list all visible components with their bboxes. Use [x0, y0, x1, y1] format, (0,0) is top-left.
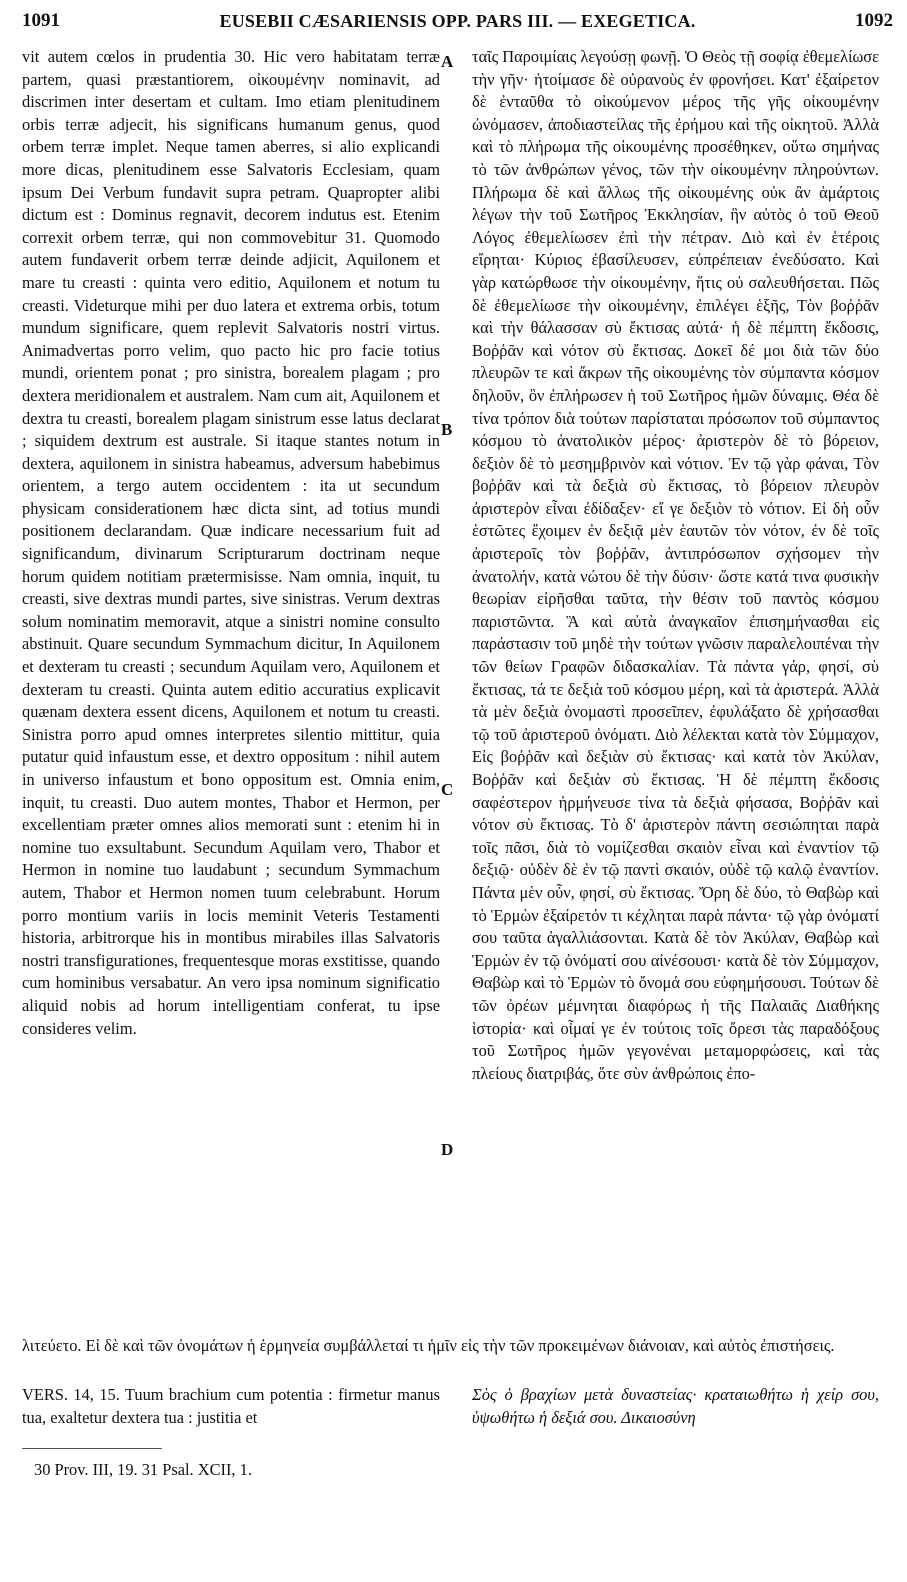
page-number-right: 1092 — [855, 10, 893, 31]
marker-d: D — [441, 1140, 454, 1159]
greek-column — [472, 46, 879, 1085]
marker-b: B — [441, 420, 453, 439]
latin-text: vit autem cœlos in prudentia 30. Hic vero habitatam terræ partem, quasi præstantiorem, οἰκουμένην nominavit, ad discrimen inter desertam et cultam. Imo etiam plenitudinem orbis terræ adjecit, his significans humanum genus, quod orbem terræ implet. Neque tamen aberres, si alio explicandi more dicas, plenitudinem esse Salvatoris Ecclesiam, quam ipsum Dei Verbum fundavit supra petram. Quapropter alibi dictum est : Dominus regnavit, decorem indutus est. Etenim correxit orbem terræ, qui non commovebitur 31. Quomodo autem fundaverit orbem terræ deinde adjicit, Aquilonem et mare tu creasti : quinta vero editio, Aquilonem et notum tu creasti. Videturque mihi per duo latera et extrema orbis, totum mundum significare, quem replevit Salvatoris nostri virtus. Animadvertas porro velim, quo pacto hic pro facie totius mundi, orientem ponat ; pro sinistra, borealem plagam ; pro dextera meridionalem et australem. Nam cum ait, Aquilonem et dextra tu creasti, borealem plagam sinistrum esse latus declarat ; siquidem dextrum est australe. Si itaque stantes notum in dextera, aquilonem in sinistra habeamus, adversum habebimus orientem, a tergo autem occidentem : ita ut secundum physicam considerationem hæc dicta sint, ad totius mundi positionem declarandam. Quæ indicare necessarium fuit ad significandum, divinarum Scripturarum doctrinam neque horum quidem notitiam prætermisisse. Nam omnia, inquit, tu creasti, sive dextras mundi partes, sive sinistras. Verum dextras solum nominatim memoravit, atque a sinistri nomine consulto abstinuit. Quare secundum Symmachum dicitur, In Aquilonem et dexteram tu creasti ; secundum Aquilam vero, Aquilonem et dexteram tu creasti. Quinta autem editio accuratius explicavit quænam dextera essent dicens, Aquilonem et notum tu creasti. Sinistra porro apud omnes interpretes silentio mittitur, quia putatur quid infaustum esse, et dextro oppositum : nihil autem in universo infaustum et bono oppositum est. Omnia enim, inquit, tu creasti. Duo autem montes, Thabor et Hermon, per excellentiam præter omnes alios memorati sunt : etenim hi in nomine tuo exsultabunt. Secundum Aquilam vero, Thabor et Hermon in nomine tuo laudabunt ; secundum Symmachum autem, Thabor et Hermon nomen tuum celebrabunt. Horum porro montium variis in locis meminit Veteris Testamenti historia, arbitrorque his in montibus mirabiles illas Salvatoris nostri transfigurationes, frequentesque moras exstitisse, quando cum hominibus versabatur. An vero ipsa nominum significatio aliquid nobis ad horum intelligentiam conferat, tu ipse consideres velim. — [22, 47, 440, 1038]
verse-greek: Σὸς ὁ βραχίων μετὰ δυναστείας· κραταιωθήτω ἡ χείρ σου, ὑψωθήτω ἡ δεξιά σου. Δικαιοσύνη — [472, 1385, 879, 1427]
latin-column — [22, 46, 440, 1040]
greek-fullwidth-text: λιτεύετο. Εἰ δὲ καὶ τῶν ὀνομάτων ἡ ἑρμηνεία συμβάλλεταί τι ἡμῖν εἰς τὴν τῶν προκειμένων διάνοιαν, καὶ αὐτὸς ἐπιστήσεις. — [22, 1336, 835, 1355]
verse-latin: VERS. 14, 15. Tuum brachium cum potentia : firmetur manus tua, exaltetur dextera tua : justitia et — [22, 1385, 440, 1427]
running-header — [22, 8, 893, 34]
marker-c: C — [441, 780, 454, 799]
running-title: EUSEBII CÆSARIENSIS OPP. PARS III. — EXEGETICA. — [219, 11, 696, 31]
footnotes: 30 Prov. III, 19. 31 Psal. XCII, 1. — [34, 1460, 252, 1479]
footnote-rule — [22, 1448, 162, 1449]
marker-a: A — [441, 52, 454, 71]
greek-text: ταῖς Παροιμίαις λεγούσῃ φωνῇ. Ὁ Θεὸς τῇ σοφίᾳ ἐθεμελίωσε τὴν γῆν· ἡτοίμασε δὲ οὐρανοὺς ἐν φρονήσει. Κατ' ἐξαίρετον δὲ ἐνταῦθα τὸ οἰκούμενον μέρος τῆς γῆς οἰκουμένην ὠνόμασεν, ἀποδιαστείλας τῆς ἐρήμου καὶ τῆς οἰκητοῦ. Ἀλλὰ καὶ τὸ πλήρωμα τῆς οἰκουμένης προσέθηκεν, οὕτω σημήνας τὸ τῶν ἀνθρώπων γένος, τῶν τὴν οἰκουμένην πληρούντων. Πλήρωμα δὲ καὶ ἄλλως τῆς οἰκουμένης οὐκ ἂν ἁμάρτοις λέγων τὴν τοῦ Σωτῆρος Ἐκκλησίαν, ἣν αὐτὸς ὁ τοῦ Θεοῦ Λόγος ἐθεμελίωσεν ἐπὶ τὴν πέτραν. Διὸ καὶ ἐν ἑτέροις εἴρηται· Κύριος ἐβασίλευσεν, εὐπρέπειαν ἐνεδύσατο. Καὶ γὰρ κατώρθωσε τὴν οἰκουμένην, ἥτις οὐ σαλευθήσεται. Πῶς δὲ ἐθεμελίωσε τὴν οἰκουμένην, ἐπιλέγει ἑξῆς, Τὸν βοῤῥᾶν καὶ τὴν θάλασσαν σὺ ἔκτισας αὐτά· ἡ δὲ πέμπτη ἔκδοσις, Βοῤῥᾶν καὶ νότον σὺ ἔκτισας. Δοκεῖ δέ μοι διὰ τῶν δύο πλευρῶν τε καὶ ἄκρων τῆς οἰκουμένης τὸν σύμπαντα κόσμον δηλοῦν, ὃν ἐπλήρωσεν ἡ τοῦ Σωτῆρος ἡμῶν δύναμις. Θέα δὲ τίνα τρόπον διὰ τούτων παρίσταται πρόσωπον τοῦ σύμπαντος κόσμου τὸ ἀνατολικὸν μέρος· ἀριστερὸν δὲ τὸ βόρειον, δεξιὸν δὲ τὸ μεσημβρινὸν καὶ νότιον. Ἐν τῷ γὰρ φάναι, Τὸν βοῤῥᾶν καὶ τὰ δεξιὰ σὺ ἔκτισας, τὸ βόρειον πλευρὸν ἀριστερὸν εἶναι ἐδίδαξεν· εἴ γε δεξιὸν τὸ νότιον. Εἰ δὴ οὖν ἑστῶτες ἔχοιμεν ἐν δεξιᾷ μὲν ἑαυτῶν τὸν νότον, ἐν δὲ τοῖς ἀριστεροῖς τὸν βοῤῥᾶν, ἀντιπρόσωπον σχήσομεν τὴν ἀνατολήν, κατὰ νώτου δὲ τὴν δύσιν· ὥστε κατά τινα φυσικὴν θεωρίαν εἰρῆσθαι ταῦτα, τὴν θέσιν τοῦ παντὸς κόσμου παριστῶντα. Ἃ καὶ αὐτὰ ἀναγκαῖον ἐπισημήνασθαι εἰς παράστασιν τοῦ μηδὲ τὴν τούτων γνῶσιν παραλελοιπέναι τὴν τῶν θείων Γραφῶν διδασκαλίαν. Τὰ πάντα γάρ, φησί, σὺ ἔκτισας, τά τε δεξιὰ τοῦ κόσμου μέρη, καὶ τὰ ἀριστερά. Ἀλλὰ τὰ μὲν δεξιὰ ὀνομαστὶ προσεῖπεν, ἐφυλάξατο δὲ χρήσασθαι τῷ τοῦ ἀριστεροῦ ὀνόματι. Διὸ λέλεκται κατὰ τὸν Σύμμαχον, Εἰς βοῤῥᾶν καὶ δεξιὰν σὺ ἔκτισας· καὶ κατὰ τὸν Ἀκύλαν, Βοῤῥᾶν καὶ δεξιὰν σὺ ἔκτισας. Ἡ δὲ πέμπτη ἔκδοσις σαφέστερον ἡρμήνευσε τίνα τὰ δεξιὰ φήσασα, Βοῤῥᾶν καὶ νότον σὺ ἔκτισας. Τὸ δ' ἀριστερὸν πάντη σεσιώπηται παρὰ τοῖς πᾶσι, διὰ τὸ νομίζεσθαι σκαιὸν εἶναι καὶ ἐναντίον τῷ δεξιῷ· οὐδὲν δὲ ἐν τῷ παντὶ σκαιόν, οὐδὲ τῷ καλῷ ἐναντίον. Πάντα μὲν οὖν, φησί, σὺ ἔκτισας. Ὄρη δὲ δύο, τὸ Θαβὼρ καὶ τὸ Ἑρμὼν ἐξαίρετόν τι κέχληται παρὰ πάντα· τῷ γὰρ ὀνόματί σου ταῦτα ἀγαλλιάσονται. Κατὰ δὲ τὸν Ἀκύλαν, Θαβὼρ καὶ Ἑρμὼν ἐν τῷ ὀνόματί σου αἰνέσουσι· κατὰ δὲ τὸν Σύμμαχον, Θαβὼρ καὶ τὸ Ἑρμὼν τὸ ὄνομά σου εὐφημήσουσι. Τούτων δὲ τῶν ὀρέων μέμνηται διαφόρως ἡ τῆς Παλαιᾶς Διαθήκης ἱστορία· καὶ οἶμαί γε ἐν τούτοις τοῖς ὄρεσι τὰς παραδόξους τοῦ Σωτῆρος ἡμῶν γεγονέναι μεταμορφώσεις, καὶ τὰς πλείους διατριβάς, ὅτε σὺν ἀνθρώποις ἐπο- — [472, 47, 879, 1083]
page-number-left: 1091 — [22, 10, 60, 31]
